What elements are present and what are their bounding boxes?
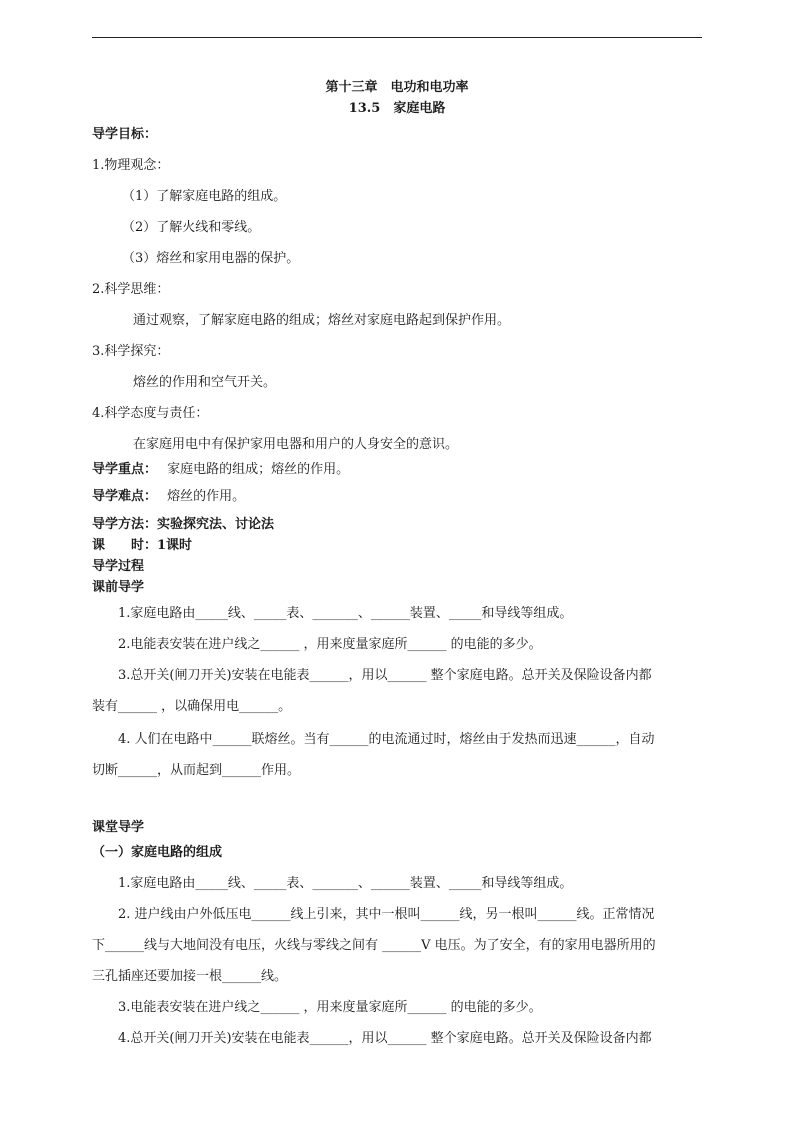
lesson-hours: 课 时：1课时 — [92, 538, 193, 553]
header-rule — [92, 37, 702, 38]
difficult-points — [92, 489, 245, 505]
pre-question-4: 4. 人们在电路中______联熔丝。当有______的电流通过时，熔丝由于发热而迅速______，自动 — [118, 732, 655, 747]
pre-question-3-cont: 装有______ ，以确保用电______。 — [92, 699, 292, 714]
goal-4-text: 在家庭用电中有保护家用电器和用户的人身安全的意识。 — [133, 437, 459, 452]
subsection-heading: （一）家庭电路的组成 — [92, 845, 223, 860]
class-question-2-cont: 三孔插座还要加接一根______线。 — [92, 969, 288, 984]
goal-1-item: （3）熔丝和家用电器的保护。 — [122, 251, 300, 266]
key-points — [92, 462, 349, 478]
pre-question-4-cont: 切断______，从而起到______作用。 — [92, 763, 301, 778]
class-question-4: 4.总开关(闸刀开关)安装在电能表______，用以______ 整个家庭电路。总开关及保险设备内都 — [118, 1031, 652, 1046]
key-points-text: 家庭电路的组成；熔丝的作用。 — [167, 462, 350, 477]
section-title: 13.5 家庭电路 — [348, 101, 446, 116]
pre-question-1: 1.家庭电路由_____线、_____表、_______、______装置、_____和导线等组成。 — [118, 606, 573, 621]
goal-1-item: （1）了解家庭电路的组成。 — [122, 189, 287, 204]
method-line: 导学方法：实验探究法、讨论法 — [92, 517, 275, 532]
pre-class-heading: 课前导学 — [92, 580, 145, 595]
goals-heading: 导学目标： — [92, 127, 158, 142]
chapter-title: 第十三章 电功和电功率 — [325, 80, 469, 95]
class-question-2: 2. 进户线由户外低压电______线上引来，其中一根叫______线，另一根叫______线。正常情况 — [118, 907, 655, 922]
key-points-label: 导学重点： — [92, 462, 158, 477]
goal-3-title: 3.科学探究： — [92, 344, 170, 359]
class-question-3: 3.电能表安装在进户线之______ ，用来度量家庭所______ 的电能的多少。 — [118, 1000, 542, 1015]
class-question-1: 1.家庭电路由_____线、_____表、_______、______装置、_____和导线等组成。 — [118, 876, 573, 891]
goal-2-title: 2.科学思维： — [92, 282, 170, 297]
goal-4-title: 4.科学态度与责任： — [92, 406, 209, 421]
difficult-points-label: 导学难点： — [92, 489, 158, 504]
pre-question-3: 3.总开关(闸刀开关)安装在电能表______，用以______ 整个家庭电路。总开关及保险设备内都 — [118, 668, 652, 683]
goal-1-item: （2）了解火线和零线。 — [122, 220, 261, 235]
process-heading: 导学过程 — [92, 559, 145, 574]
goal-3-text: 熔丝的作用和空气开关。 — [133, 375, 277, 390]
goal-1-title: 1.物理观念： — [92, 158, 170, 173]
goal-2-text: 通过观察，了解家庭电路的组成；熔丝对家庭电路起到保护作用。 — [133, 313, 511, 328]
pre-question-2: 2.电能表安装在进户线之______ ，用来度量家庭所______ 的电能的多少。 — [118, 637, 542, 652]
difficult-points-text: 熔丝的作用。 — [167, 489, 246, 504]
in-class-heading: 课堂导学 — [92, 820, 145, 835]
class-question-2-cont: 下______线与大地间没有电压，火线与零线之间有 ______V 电压。为了安全，有的家用电器所用的 — [92, 938, 656, 953]
